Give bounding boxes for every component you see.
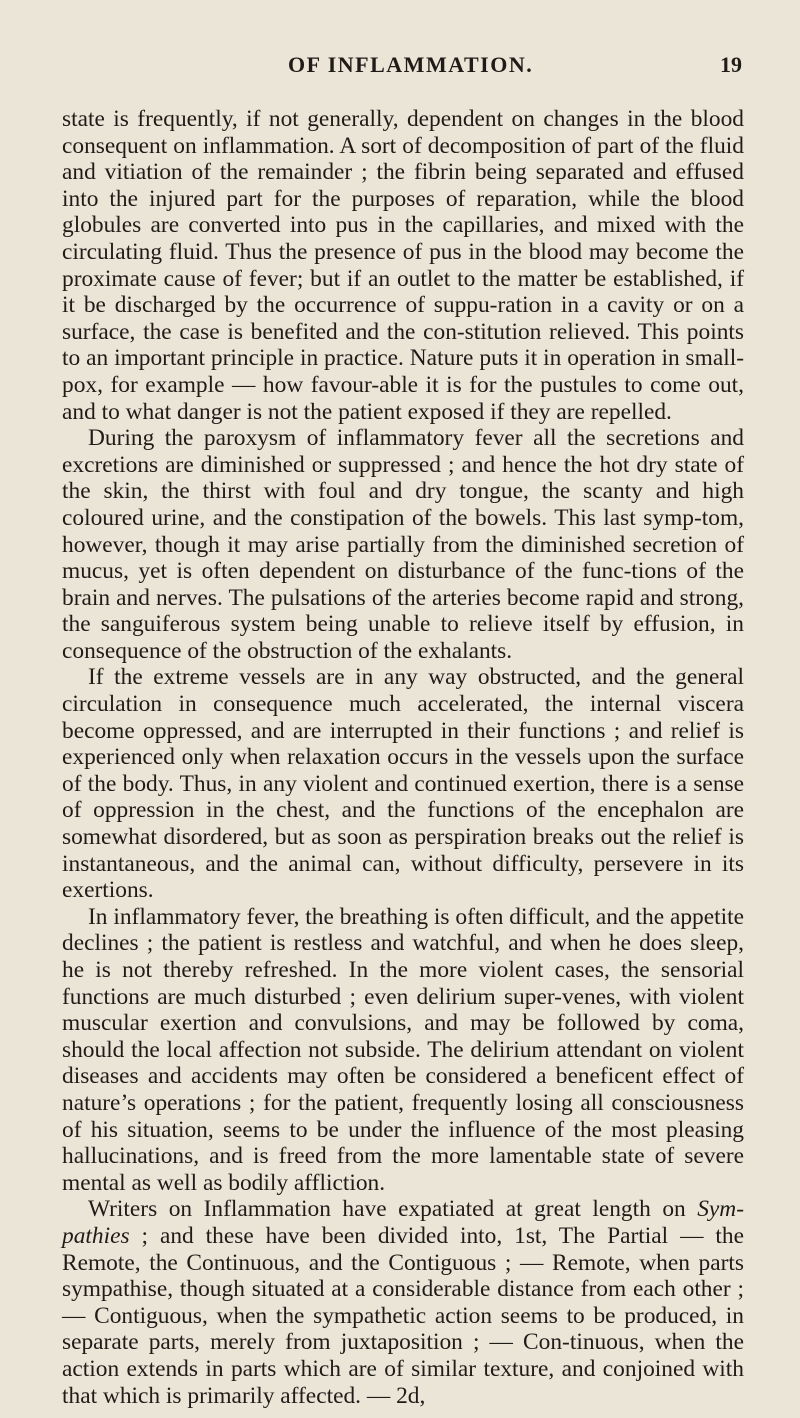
running-title: OF INFLAMMATION. [288,52,534,77]
paragraph: In inflammatory fever, the breathing is often difficult, and the appetite declines ; the patient is restless and watchful, and when he does sleep, he is not thereby refreshed. In the more violent cases, the sensorial functions are much disturbed ; even delirium super-venes, with violent muscular exertion and convulsions, and may be followed by coma, should the local affection not subside. The delirium attendant on violent diseases and accidents may often be considered a beneficent effect of nature’s operations ; for the patient, frequently losing all consciousness of his situation, seems to be under the influence of the most pleasing hallucinations, and is freed from the more lamentable state of severe mental as well as bodily affliction. [62,903,744,1196]
italic-term: Sym-pathies [62,1196,744,1249]
paragraph: During the paroxysm of inflammatory fever all the secretions and excretions are diminished or suppressed ; and hence the hot dry state of the skin, the thirst with foul and dry tongue, the scanty and high coloured urine, and the constipation of the bowels. This last symp-tom, however, though it may arise partially from the diminished secretion of mucus, yet is often dependent on disturbance of the func-tions of the brain and nerves. The pulsations of the arteries become rapid and strong, the sanguiferous system being unable to relieve itself by effusion, in consequence of the obstruction of the exhalants. [62,425,744,664]
paragraph: If the extreme vessels are in any way obstructed, and the general circulation in consequence much accelerated, the internal viscera become oppressed, and are interrupted in their functions ; and relief is experienced only when relaxation occurs in the vessels upon the surface of the body. Thus, in any violent and continued exertion, there is a sense of oppression in the chest, and the functions of the encephalon are somewhat disordered, but as soon as perspiration breaks out the relief is instantaneous, and the animal can, without difficulty, persevere in its exertions. [62,664,744,904]
paragraph [62,1196,744,1409]
paragraph: state is frequently, if not generally, dependent on changes in the blood consequent on inflammation. A sort of decomposition of part of the fluid and vitiation of the remainder ; the fibrin being separated and effused into the injured part for the purposes of reparation, while the blood globules are converted into pus in the capillaries, and mixed with the circulating fluid. Thus the presence of pus in the blood may become the proximate cause of fever; but if an outlet to the matter be established, if it be discharged by the occurrence of suppu-ration in a cavity or on a surface, the case is benefited and the con-stitution relieved. This points to an important principle in practice. Nature puts it in operation in small-pox, for example — how favour-able it is for the pustules to come out, and to what danger is not the patient exposed if they are repelled. [62,106,744,425]
page-header [0,52,800,82]
page-number: 19 [720,52,742,77]
paragraph-text: ; and these have been divided into, 1st, The Partial — the Remote, the Continuous, and the Contiguous ; — Remote, when parts sympathise, though situated at a considerable distance from each other ; — Contiguous, when the sympathetic action seems to be produced, in separate parts, merely from juxtaposition ; — Con-tinuous, when the action extends in parts which are of similar texture, and conjoined with that which is primarily affected. — 2d, [62,1222,744,1409]
paragraph-text: Writers on Inflammation have expatiated at great length on [88,1196,698,1223]
body-text [62,106,744,1409]
